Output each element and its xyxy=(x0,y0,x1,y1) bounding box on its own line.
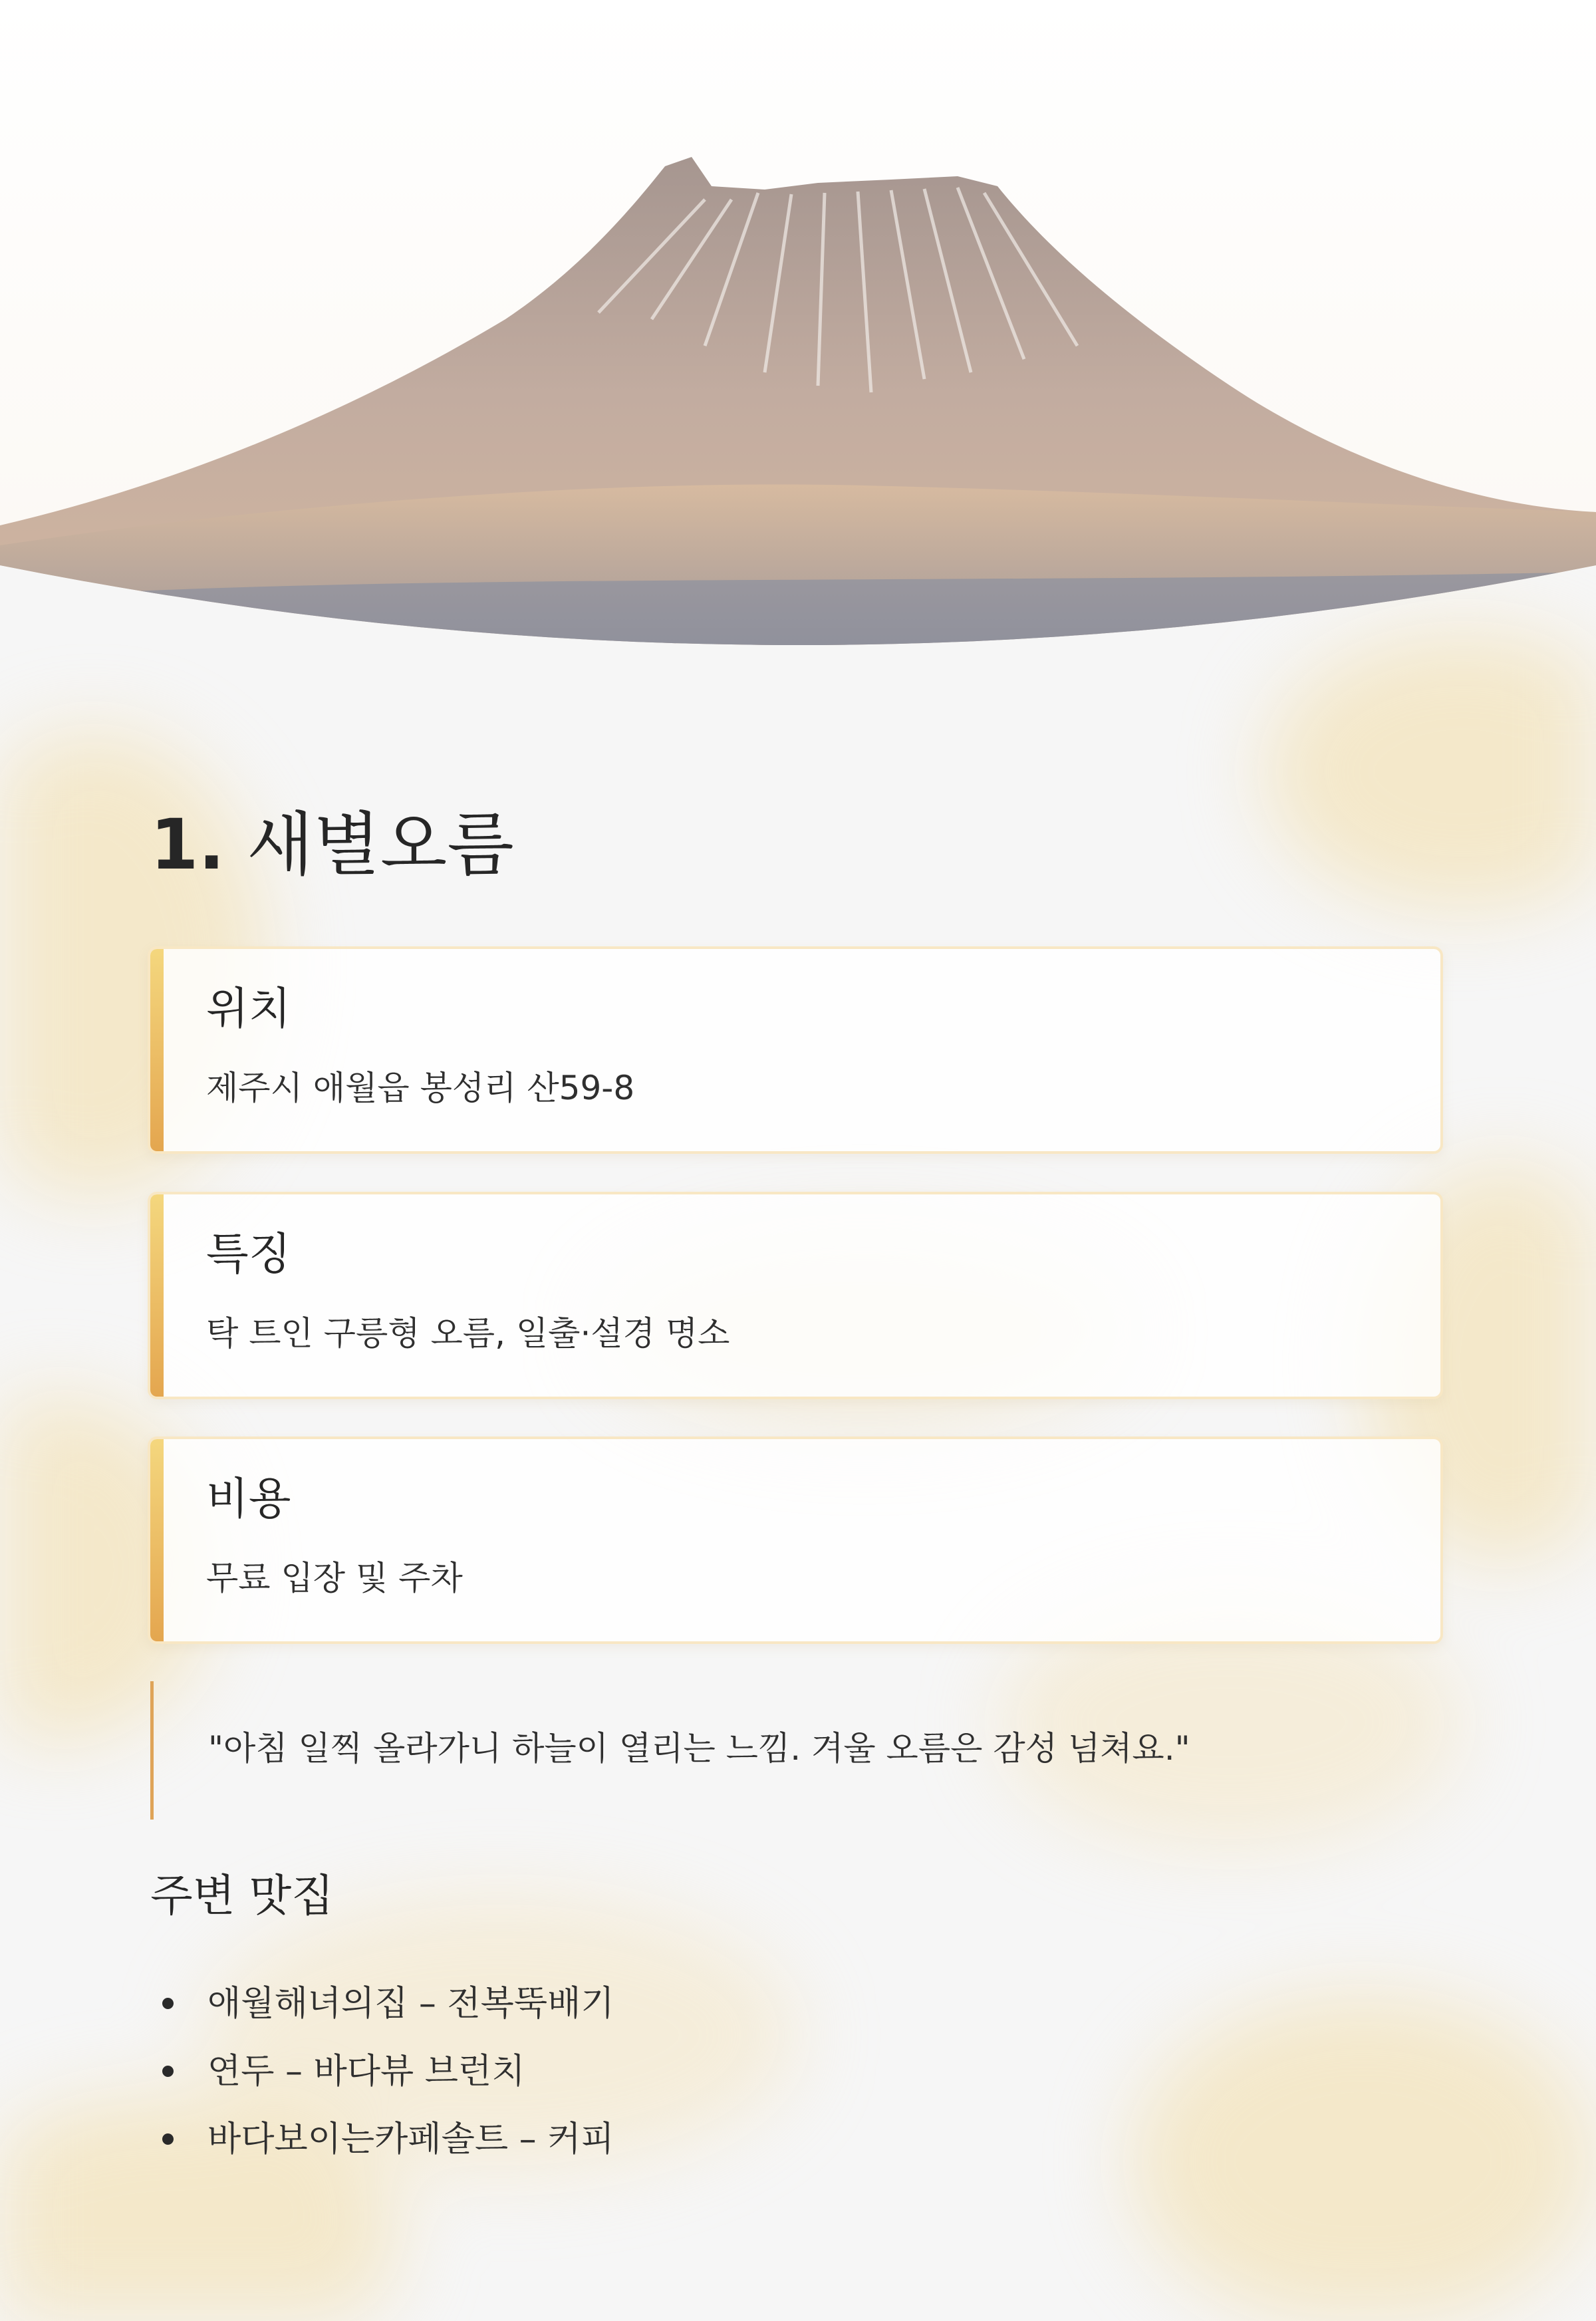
bullet-icon xyxy=(162,2133,174,2145)
restaurants-heading: 주변 맛집 xyxy=(150,1870,334,1921)
restaurant-name: 바다보이는카페솔트 – 커피 xyxy=(207,2119,614,2159)
bullet-icon xyxy=(162,2066,174,2077)
card-label: 비용 xyxy=(206,1473,291,1524)
card-value: 제주시 애월읍 봉성리 산59-8 xyxy=(206,1069,635,1107)
list-item xyxy=(150,2116,614,2184)
place-number: 1. xyxy=(150,804,225,885)
list-item xyxy=(150,2048,614,2116)
restaurant-name: 애월해녀의집 – 전복뚝배기 xyxy=(207,1984,614,2024)
page-title xyxy=(150,798,514,891)
card-value: 탁 트인 구릉형 오름, 일출·설경 명소 xyxy=(206,1314,730,1353)
info-card-location xyxy=(148,946,1443,1154)
restaurant-name: 연두 – 바다뷰 브런치 xyxy=(207,2052,525,2092)
list-item xyxy=(150,1980,614,2048)
info-card-cost xyxy=(148,1436,1443,1644)
card-label: 특징 xyxy=(206,1228,291,1280)
review-quote xyxy=(150,1681,1417,1820)
card-label: 위치 xyxy=(206,983,291,1034)
card-value: 무료 입장 및 주차 xyxy=(206,1559,463,1597)
info-card-features xyxy=(148,1192,1443,1399)
quote-text: "아침 일찍 올라가니 하늘이 열리는 느낌. 겨울 오름은 감성 넘쳐요." xyxy=(208,1729,1190,1768)
place-name: 새별오름 xyxy=(246,804,514,885)
restaurant-list xyxy=(150,1980,614,2184)
bullet-icon xyxy=(162,1998,174,2009)
